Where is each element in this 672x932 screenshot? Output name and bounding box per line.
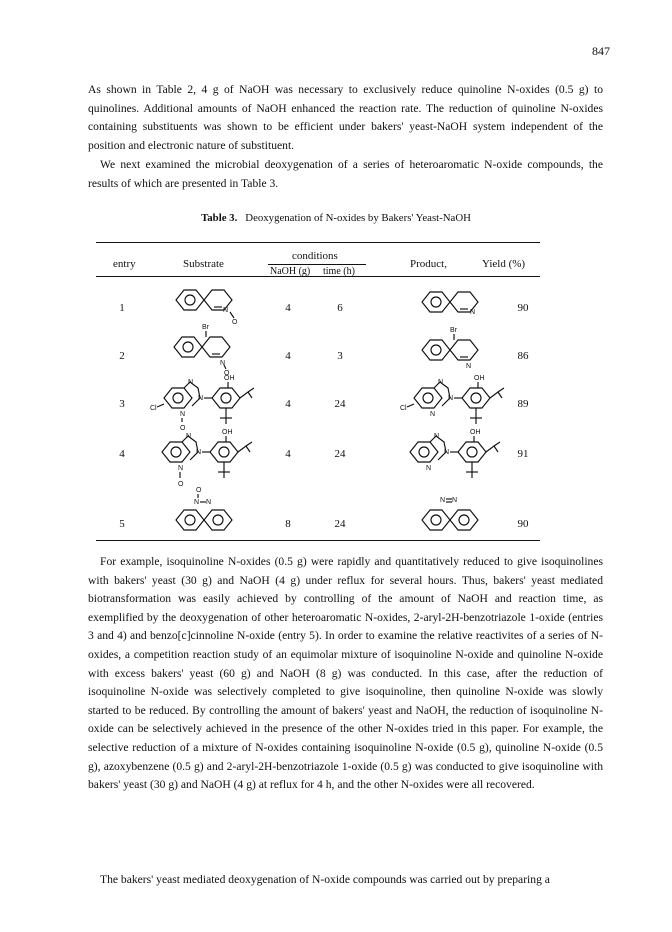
bromoisoquinoline-n-oxide-structure — [168, 323, 238, 377]
label-n: N — [198, 395, 204, 402]
label-n: N — [440, 497, 446, 504]
label-n: N — [452, 497, 458, 504]
row-naoh: 4 — [285, 350, 291, 362]
table-caption — [0, 212, 672, 224]
isoquinoline-structure — [418, 286, 478, 318]
label-br: Br — [450, 327, 457, 334]
header-entry: entry — [113, 258, 136, 270]
header-naoh: NaOH (g) — [270, 266, 311, 277]
benzotriazole-structure — [404, 428, 504, 486]
label-n: N — [438, 379, 444, 386]
label-n: N — [178, 465, 184, 472]
chlorobenzotriazole-structure — [398, 374, 508, 426]
label-n: N — [466, 363, 472, 370]
label-n: N — [430, 411, 436, 418]
row-entry: 3 — [119, 398, 125, 410]
row-naoh: 4 — [285, 302, 291, 314]
row-yield: 86 — [517, 350, 529, 362]
bromoisoquinoline-structure — [418, 326, 478, 370]
label-n: N — [426, 465, 432, 472]
header-time: time (h) — [323, 266, 355, 277]
label-cl: Cl — [150, 405, 157, 412]
row-yield: 90 — [517, 518, 529, 530]
label-n: N — [470, 309, 476, 316]
table-top-rule — [96, 242, 540, 243]
table-title: Deoxygenation of N-oxides by Bakers' Yeast-NaOH — [245, 212, 471, 224]
label-n: N — [194, 499, 200, 506]
row-yield: 91 — [517, 448, 529, 460]
table-bottom-rule — [96, 540, 540, 541]
isoquinoline-n-oxide-structure — [168, 282, 238, 326]
row-yield: 90 — [517, 302, 529, 314]
row-entry: 2 — [119, 350, 125, 362]
header-conditions: conditions — [292, 250, 338, 262]
label-n: N — [220, 360, 226, 367]
paragraph-table3-intro: We next examined the microbial deoxygenation of a series of heteroaromatic N-oxide compounds, the results of which are presented in Table 3. — [88, 158, 603, 190]
header-product: Product, — [410, 258, 447, 270]
table-label: Table 3. — [201, 212, 238, 224]
label-o: O — [178, 481, 184, 488]
row-time: 3 — [337, 350, 343, 362]
benzotriazole-oxide-structure — [156, 428, 256, 486]
page-number: 847 — [592, 44, 610, 58]
label-br: Br — [202, 324, 209, 331]
row-naoh: 4 — [285, 448, 291, 460]
paragraph-results-discussion: For example, isoquinoline N-oxides (0.5 g) were rapidly and quantitatively reduced to give isoquinolines with bakers' yeast (30 g) and NaOH (4 g) under reflux for several hours. Thus, bakers' yeast mediated biotransformation was easily achieved by controlling of the amount of NaOH and reaction time, as exemplified by the deoxygenation of other heteroaromatic N-oxides, 2-aryl-2H-benzotriazole 1-oxide (entries 3 and 4) and benzo[c]cinnoline N-oxide (entry 5). In order to examine the relative reactivites of a series of N-oxides, a competition reaction study of an equimolar mixture of isoquinoline N-oxide and quinoline N-oxide with excess bakers' yeast (60 g) and NaOH (8 g) was conducted. In this case, after the reduction of isoquinoline N-oxide was selectively completed to give isoquinoline, then quinoline N-oxide was slowly started to be reduced. By controlling the amount of bakers' yeast and NaOH, the reduction of isoquinoline N-oxide can be selectively achieved in the presence of the other N-oxides tried in this paper. For example, the selective reduction of a mixture of N-oxides containing isoquinoline N-oxide (0.5 g), quinoline N-oxide (0.5 g), azoxybenzene (0.5 g) and 2-aryl-2H-benzotriazole 1-oxide (0.5 g) was conducted to give isoquinoline with bakers' yeast (30 g) and NaOH (4 g) at reflux for 4 h, and the other N-oxides were all recovered. — [88, 555, 603, 792]
label-oh: OH — [222, 429, 233, 436]
label-oh: OH — [470, 429, 481, 436]
row-yield: 89 — [517, 398, 529, 410]
label-n: N — [223, 307, 229, 314]
label-n: N — [448, 395, 454, 402]
row-entry: 1 — [119, 302, 125, 314]
label-oh: OH — [474, 375, 485, 382]
row-entry: 4 — [119, 448, 125, 460]
row-naoh: 4 — [285, 398, 291, 410]
label-n: N — [444, 449, 450, 456]
label-oh: OH — [224, 375, 235, 382]
label-n: N — [188, 379, 194, 386]
header-substrate: Substrate — [183, 258, 224, 270]
row-naoh: 8 — [285, 518, 291, 530]
row-time: 6 — [337, 302, 343, 314]
paragraph-table2-discussion: As shown in Table 2, 4 g of NaOH was necessary to exclusively reduce quinoline N-oxides (0.5 g) to quinolines. Additional amounts of NaOH enhanced the reaction rate. The reduction of quinoline N-oxides containing substituents was shown to be efficient under bakers' yeast-NaOH system independent of the position and electronic nature of substituent. — [88, 83, 603, 152]
table-header-rule — [96, 276, 540, 277]
row-time: 24 — [334, 398, 346, 410]
row-time: 24 — [334, 518, 346, 530]
label-o: O — [224, 370, 230, 377]
label-n: N — [206, 499, 212, 506]
label-n: N — [180, 411, 186, 418]
benzo-c-cinnoline-n-oxide-structure — [172, 486, 238, 538]
label-o: O — [196, 487, 202, 494]
label-n: N — [434, 433, 440, 440]
label-n: N — [196, 449, 202, 456]
label-cl: Cl — [400, 405, 407, 412]
row-time: 24 — [334, 448, 346, 460]
benzo-c-cinnoline-structure — [418, 494, 484, 540]
paragraph-procedure: The bakers' yeast mediated deoxygenation of N-oxide compounds was carried out by preparing a — [100, 873, 550, 886]
label-o: O — [232, 319, 238, 326]
chlorobenzotriazole-oxide-structure — [148, 374, 258, 432]
label-o: O — [180, 425, 186, 432]
header-yield: Yield (%) — [482, 258, 526, 270]
row-entry: 5 — [119, 518, 125, 530]
conditions-rule — [268, 264, 366, 265]
label-n: N — [186, 433, 192, 440]
